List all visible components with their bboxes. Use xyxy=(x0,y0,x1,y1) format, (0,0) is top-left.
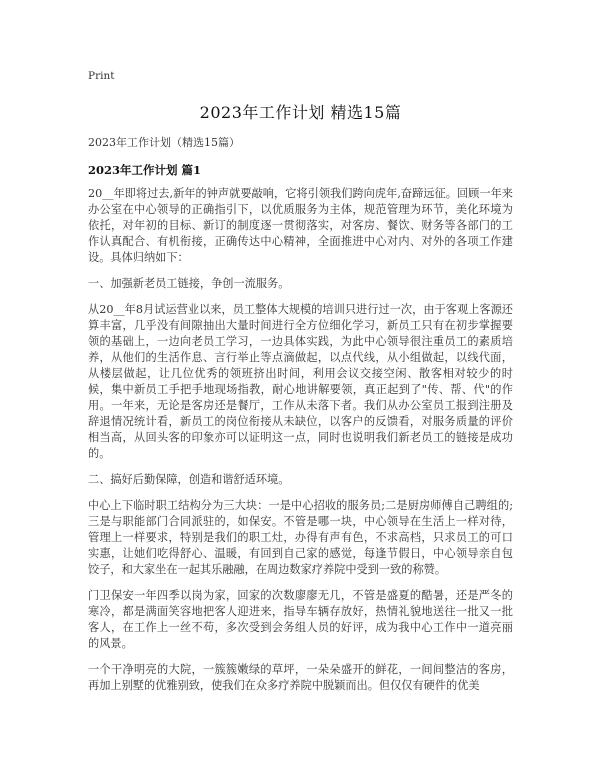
paragraph-heading: 二、搞好后勤保障，创造和谐舒适环境。 xyxy=(88,473,290,486)
paragraph: 20__年即将过去,新年的钟声就要敲响，它将引领我们跨向虎年,奋蹄远征。回顾一年来办公室在中心领导的正确指引下，以优质服务为主体，规范管理为环节，美化环境为依托，对年初的目标、新订的制度逐一贯彻落实，对客房、餐饮、财务等各部门的工作认真配合、有机衔接，正确传达中心精神，全面推进中心对内、对外的各项工作建设。具体归纳如下： xyxy=(88,187,513,264)
page-title: 2023年工作计划 精选15篇 xyxy=(199,103,402,122)
paragraph: 门卫保安一年四季以岗为家，回家的次数廖廖无几，不管是盛夏的酷暑，还是严冬的寒冷，都是满面笑容地把客人迎进来，指导车辆存放好，热情礼貌地送往一批又一批客人，在工作上一丝不苟，多次受到会务组人员的好评，成为我中心工作中一道亮丽的风景。 xyxy=(88,589,513,650)
paragraph: 从20__年8月试运营业以来，员工整体大规模的培训只进行过一次，由于客观上客源还算丰富，几乎没有间隙抽出大量时间进行全方位细化学习，新员工只有在初步掌握要领的基础上，一边向老员工学习，一边具体实践，为此中心领导很注重员工的素质培养，从他们的生活作息、言行举止等点滴做起，以点代线，从小组做起，以线代面，从楼层做起，让几位优秀的领班挤出时间，利用会议交接空闲、散客相对较少的时候，集中新员工手把手地现场指教，耐心地讲解要领，真正起到了"传、帮、代"的作用。一年来，无论是客房还是餐厅，工作从未落下者。我们从办公室员工报到注册及辞退情况统计看，新员工的岗位衔接从未缺位，以客户的反馈看，对服务质量的评价相当高，从回头客的印象亦可以证明这一点，同时也说明我们新老员工的链接是成功的。 xyxy=(88,303,513,460)
document-subtitle: 2023年工作计划（精选15篇） xyxy=(88,136,240,149)
document-body xyxy=(88,186,513,704)
paragraph: 一个干净明亮的大院，一簇簇嫩绿的草坪，一朵朵盛开的鲜花，一间间整洁的客房，再加上别墅的优雅别致，使我们在众多疗养院中脱颖而出。但仅仅有硬件的优美 xyxy=(88,663,513,692)
print-label[interactable]: Print xyxy=(88,70,115,82)
section-heading: 2023年工作计划 篇1 xyxy=(88,163,202,177)
paragraph-heading: 一、加强新老员工链接，争创一流服务。 xyxy=(88,277,290,290)
paragraph: 中心上下临时职工结构分为三大块：一是中心招收的服务员;二是厨房师傅自己聘组的;三是与职能部门合同派驻的，如保安。不管是哪一块，中心领导在生活上一样对待，管理上一样要求，特别是我们的职工灶，办得有声有色，不求高档，只求员工的可口实惠，让她们吃得舒心、温暖，有回到自己家的感觉，每逢节假日，中心领导亲自包饺子，和大家坐在一起其乐融融，在周边数家疗养院中受到一致的称赞。 xyxy=(88,499,513,576)
